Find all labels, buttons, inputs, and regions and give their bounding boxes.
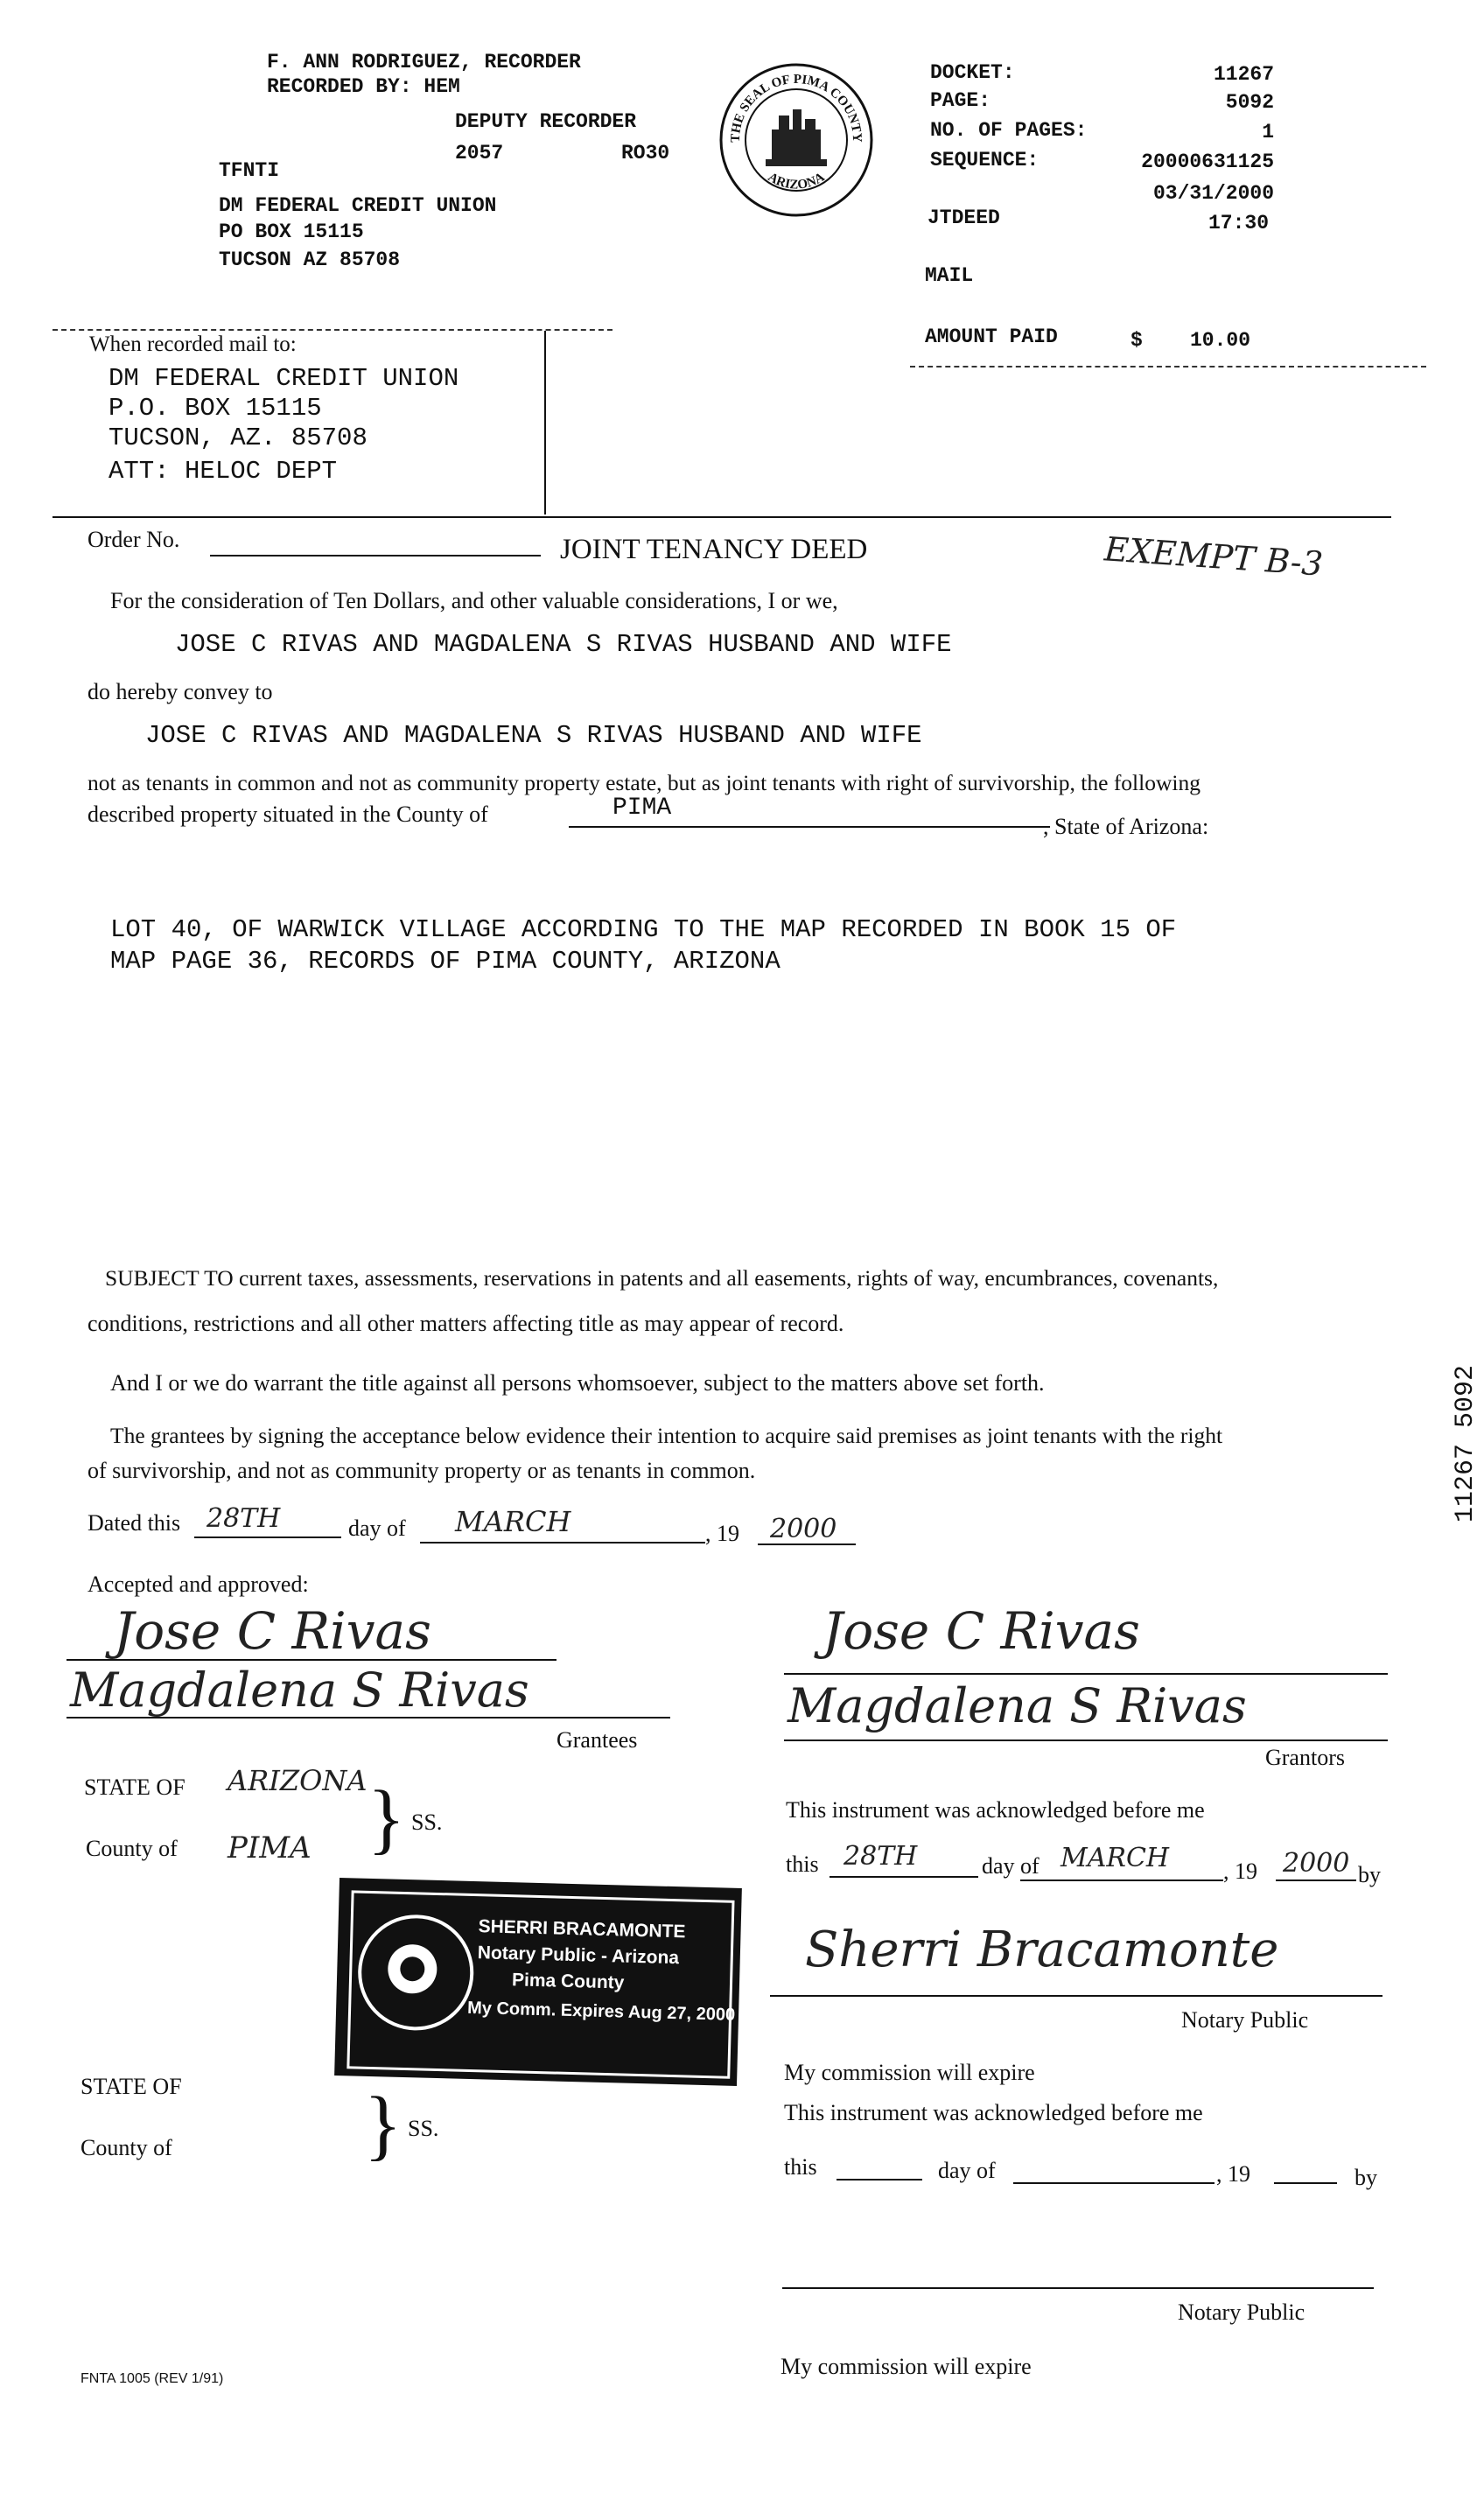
deputy-recorder: DEPUTY RECORDER (455, 110, 637, 133)
ack-2-day-line (836, 2179, 922, 2180)
order-number-line (210, 555, 541, 556)
page-label: PAGE: (930, 89, 991, 112)
stamp-line-4: My Comm. Expires Aug 27, 2000 (466, 1998, 736, 2025)
ack-1-day: 28TH (844, 1841, 918, 1872)
state-2-brace: } (364, 2082, 402, 2168)
right-dashed-rule (910, 366, 1426, 368)
ack-1-year: 2000 (1283, 1848, 1350, 1879)
order-number-label: Order No. (88, 527, 180, 552)
ack-2-year-line (1274, 2182, 1337, 2184)
legal-description-line-2: MAP PAGE 36, RECORDS OF PIMA COUNTY, ARIZONA (110, 947, 780, 976)
dated-month: MARCH (455, 1505, 571, 1538)
tenancy-line-2b: , State of Arizona: (1043, 814, 1209, 839)
ack-1-year-prefix: , 19 (1223, 1858, 1257, 1884)
stamp-name: SHERRI BRACAMONTE (478, 1916, 686, 1942)
convey-text: do hereby convey to (88, 679, 273, 704)
ack-1-by: by (1358, 1862, 1381, 1887)
grantor-signature-magdalena: Magdalena S Rivas (788, 1678, 1247, 1733)
legal-description-line-1: LOT 40, OF WARWICK VILLAGE ACCORDING TO THE MAP RECORDED IN BOOK 15 OF (110, 915, 1177, 944)
notary-signature: Sherri Bracamonte (805, 1922, 1279, 1978)
stamp-line-3: Pima County (511, 1970, 625, 1993)
ack-1-commission: My commission will expire (784, 2060, 1035, 2085)
exempt-note: EXEMPT B-3 (1102, 529, 1325, 584)
county-2-label: County of (80, 2135, 172, 2160)
ack-2-notary-label: Notary Public (1178, 2300, 1306, 2325)
county-value: PIMA (612, 794, 672, 822)
stamp-line-2: Notary Public - Arizona (477, 1942, 680, 1969)
dated-year-prefix: , 19 (705, 1521, 739, 1546)
ack-2-this: this (784, 2154, 817, 2180)
grantor-names: JOSE C RIVAS AND MAGDALENA S RIVAS HUSBAND AND WIFE (175, 630, 952, 659)
return-address-line-2: PO BOX 15115 (219, 220, 364, 243)
dated-prefix: Dated this (88, 1510, 181, 1536)
subject-to-line-2: conditions, restrictions and all other matters affecting title as may appear of record. (88, 1311, 844, 1336)
ack-1-month: MARCH (1060, 1843, 1170, 1873)
ack-2-notary-line (782, 2287, 1374, 2289)
ack-1-day-of: day of (982, 1853, 1040, 1879)
county-seal-icon (718, 61, 875, 219)
seal-top-text: THE SEAL OF PIMA COUNTY (728, 72, 864, 144)
state-1-value: ARIZONA (228, 1764, 368, 1797)
county-1-label: County of (86, 1836, 178, 1861)
amount-paid-label: AMOUNT PAID (925, 326, 1058, 348)
ack-2-commission: My commission will expire (780, 2354, 1032, 2379)
margin-docket-number: 11267 5092 (1451, 1365, 1480, 1523)
document-title: JOINT TENANCY DEED (560, 534, 868, 565)
ack-2-month-line (1013, 2182, 1214, 2184)
mail-label: MAIL (925, 264, 974, 287)
recorder-code-1: 2057 (455, 142, 504, 164)
dated-month-line (420, 1542, 705, 1544)
recorded-by: RECORDED BY: HEM (267, 75, 460, 98)
mail-to-line-3: TUCSON, AZ. 85708 (108, 424, 368, 452)
dated-day-line (194, 1536, 341, 1538)
svg-text:ARIZONA (766, 170, 828, 192)
seal-bottom-text: ARIZONA (765, 170, 828, 192)
docket-label: DOCKET: (930, 61, 1015, 84)
recorder-code-2: RO30 (621, 142, 670, 164)
pages-value: 1 (1262, 121, 1274, 144)
record-date: 03/31/2000 (1152, 182, 1274, 205)
grantee-signature-jose: Jose C Rivas (114, 1601, 431, 1661)
consideration-text: For the consideration of Ten Dollars, and other valuable considerations, I or we, (110, 588, 838, 613)
ack-2-text: This instrument was acknowledged before me (784, 2100, 1203, 2125)
tenancy-line-1: not as tenants in common and not as community property estate, but as joint tenants with right of survivorship, the following (88, 770, 1200, 795)
return-address-line-3: TUCSON AZ 85708 (219, 248, 401, 271)
sequence-value: 20000631125 (1141, 150, 1274, 173)
dated-day: 28TH (206, 1503, 281, 1534)
mail-to-label: When recorded mail to: (89, 332, 297, 356)
warrant-text: And I or we do warrant the title against all persons whomsoever, subject to the matters above set forth. (110, 1370, 1045, 1396)
grantees-intent-line-2: of survivorship, and not as community property or as tenants in common. (88, 1458, 756, 1483)
state-1-ss: SS. (411, 1810, 443, 1835)
return-address-line-1: DM FEDERAL CREDIT UNION (219, 194, 497, 217)
tenancy-line-2a: described property situated in the County of (88, 802, 488, 827)
amount-paid-value: 10.00 (1190, 329, 1251, 352)
grantee-signature-line-2 (66, 1717, 670, 1718)
grantee-names: JOSE C RIVAS AND MAGDALENA S RIVAS HUSBAND AND WIFE (145, 721, 922, 750)
ack-2-day-of: day of (938, 2158, 996, 2183)
tfnti-label: TFNTI (219, 159, 280, 182)
county-1-value: PIMA (228, 1830, 312, 1866)
form-code: FNTA 1005 (REV 1/91) (80, 2371, 224, 2386)
ack-2-by: by (1354, 2165, 1377, 2190)
grantor-signature-jose: Jose C Rivas (822, 1601, 1140, 1661)
state-1-label: STATE OF (84, 1774, 186, 1800)
page-value: 5092 (1225, 91, 1274, 114)
dated-year-line (758, 1544, 856, 1545)
document-type: JTDEED (928, 206, 1000, 229)
ack-1-month-line (1020, 1880, 1223, 1881)
county-line (569, 826, 1050, 828)
state-2-ss: SS. (408, 2116, 439, 2141)
notary-stamp (334, 1878, 742, 2086)
sequence-label: SEQUENCE: (930, 149, 1040, 172)
grantors-label: Grantors (1265, 1745, 1345, 1770)
ack-1-this: this (786, 1852, 819, 1877)
grantor-signature-line-2 (784, 1740, 1388, 1741)
mail-to-right-border (544, 331, 546, 514)
subject-to-line-1: SUBJECT TO current taxes, assessments, reservations in patents and all easements, rights of way, encumbrances, covenants, (105, 1265, 1219, 1291)
state-1-brace: } (368, 1775, 406, 1862)
pages-label: NO. OF PAGES: (930, 119, 1088, 142)
ack-2-year-prefix: , 19 (1216, 2161, 1250, 2187)
dated-day-of: day of (348, 1516, 406, 1541)
grantees-label: Grantees (556, 1727, 638, 1753)
mail-to-line-1: DM FEDERAL CREDIT UNION (108, 364, 459, 393)
mail-to-top-border (52, 329, 612, 331)
grantee-signature-line-1 (66, 1659, 556, 1661)
mail-to-line-4: ATT: HELOC DEPT (108, 457, 338, 486)
mail-to-line-2: P.O. BOX 15115 (108, 394, 322, 423)
ack-1-text: This instrument was acknowledged before me (786, 1797, 1205, 1823)
record-time: 17:30 (1208, 212, 1269, 234)
amount-currency: $ (1130, 329, 1143, 352)
grantor-signature-line-1 (784, 1673, 1388, 1675)
ack-1-day-line (830, 1876, 978, 1878)
grantee-signature-magdalena: Magdalena S Rivas (70, 1662, 529, 1718)
notary-signature-line (770, 1995, 1382, 1997)
ack-1-year-line (1276, 1880, 1356, 1881)
dated-year: 2000 (770, 1514, 837, 1544)
header-divider (52, 516, 1391, 518)
ack-1-notary-label: Notary Public (1181, 2007, 1309, 2033)
grantees-intent-line-1: The grantees by signing the acceptance below evidence their intention to acquire said premises as joint tenants with the right (110, 1423, 1223, 1448)
recorder-name: F. ANN RODRIGUEZ, RECORDER (267, 51, 581, 74)
accepted-label: Accepted and approved: (88, 1572, 309, 1597)
docket-value: 11267 (1213, 63, 1274, 86)
state-2-label: STATE OF (80, 2074, 182, 2099)
